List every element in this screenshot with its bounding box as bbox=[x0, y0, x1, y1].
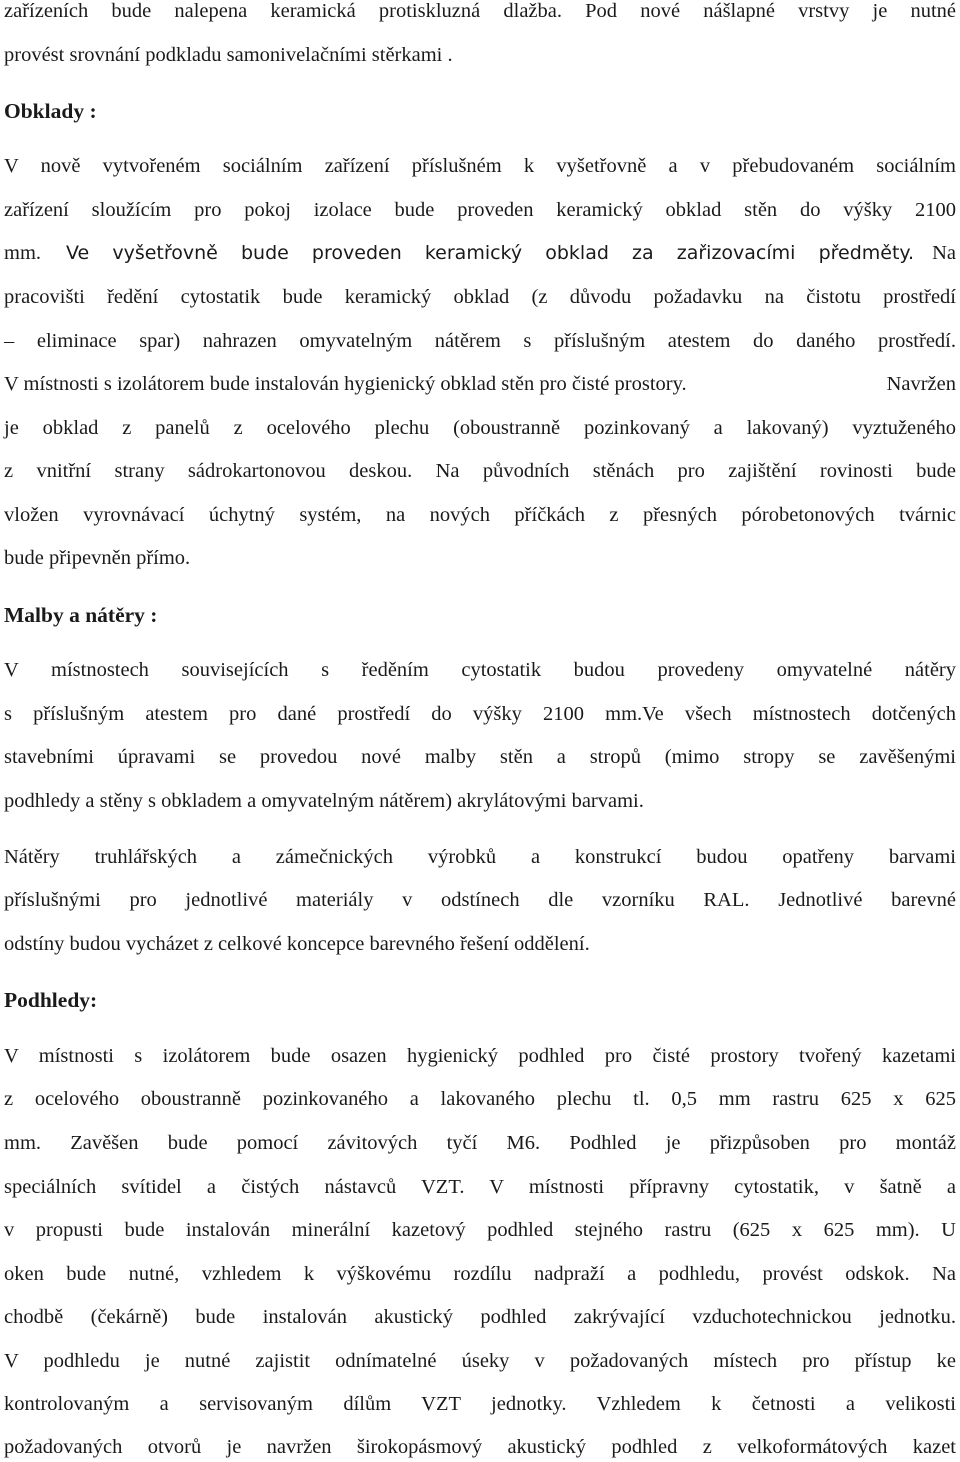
obklady-line-7: je obklad z panelů z ocelového plechu (oboustranně pozinkovaný a lakovaný) vyztuženého bbox=[4, 417, 956, 439]
intro-line-1: zařízeních bude nalepena keramická protiskluzná dlažba. Pod nové nášlapné vrstvy je nutné bbox=[4, 0, 956, 22]
section-heading-podhledy: Podhledy: bbox=[4, 988, 98, 1012]
obklady-line-6-b: Navržen bbox=[886, 373, 956, 395]
podhledy-line-3: mm. Zavěšen bude pomocí závitových tyčí M6. Podhled je přizpůsoben pro montáž bbox=[4, 1132, 956, 1154]
section-heading-malby: Malby a nátěry : bbox=[4, 603, 158, 627]
obklady-line-5: – eliminace spar) nahrazen omyvatelným nátěrem s příslušným atestem do daného prostředí. bbox=[4, 330, 956, 352]
podhledy-line-10: požadovaných otvorů je navržen širokopásmový akustický podhled z velkoformátových kazet bbox=[4, 1436, 956, 1458]
podhledy-line-2: z ocelového oboustranně pozinkovaného a lakovaného plechu tl. 0,5 mm rastru 625 x 625 bbox=[4, 1088, 956, 1110]
section-heading-obklady: Obklady : bbox=[4, 99, 97, 123]
malby-line-7: odstíny budou vycházet z celkové koncepce barevného řešení oddělení. bbox=[4, 933, 590, 955]
podhledy-line-6: oken bude nutné, vzhledem k výškovému rozdílu nadpraží a podhledu, provést odskok. Na bbox=[4, 1263, 956, 1285]
obklady-line-1: V nově vytvořeném sociálním zařízení příslušném k vyšetřovně a v přebudovaném sociálním bbox=[4, 155, 956, 177]
obklady-line-9: vložen vyrovnávací úchytný systém, na nových příčkách z přesných pórobetonových tvárnic bbox=[4, 504, 956, 526]
podhledy-line-7: chodbě (čekárně) bude instalován akustický podhled zakrývající vzduchotechnickou jednotku. bbox=[4, 1306, 956, 1328]
obklady-line-3 bbox=[4, 238, 956, 268]
malby-line-6: příslušnými pro jednotlivé materiály v odstínech dle vzorníku RAL. Jednotlivé barevné bbox=[4, 889, 956, 911]
obklady-line-8: z vnitřní strany sádrokartonovou deskou. Na původních stěnách pro zajištění rovinosti bude bbox=[4, 460, 956, 482]
obklady-line-3-c: Na bbox=[932, 242, 956, 264]
podhledy-line-8: V podhledu je nutné zajistit odnímatelné úseky v požadovaných místech pro přístup ke bbox=[4, 1350, 956, 1372]
malby-line-5: Nátěry truhlářských a zámečnických výrobků a konstrukcí budou opatřeny barvami bbox=[4, 846, 956, 868]
podhledy-line-9: kontrolovaným a servisovaným dílům VZT jednotky. Vzhledem k četnosti a velikosti bbox=[4, 1393, 956, 1415]
obklady-line-6-a: V místnosti s izolátorem bude instalován hygienický obklad stěn pro čisté prostory. bbox=[4, 373, 687, 395]
obklady-line-4: pracovišti ředění cytostatik bude keramický obklad (z důvodu požadavku na čistotu prostředí bbox=[4, 286, 956, 308]
obklady-line-3-a: mm. bbox=[4, 242, 42, 264]
obklady-line-2: zařízení sloužícím pro pokoj izolace bude proveden keramický obklad stěn do výšky 2100 bbox=[4, 199, 956, 221]
obklady-line-6 bbox=[4, 369, 956, 399]
malby-line-4: podhledy a stěny s obkladem a omyvatelným nátěrem) akrylátovými barvami. bbox=[4, 790, 644, 812]
podhledy-line-4: speciálních svítidel a čistých nástavců VZT. V místnosti přípravny cytostatik, v šatně a bbox=[4, 1176, 956, 1198]
intro-line-2: provést srovnání podkladu samonivelačními stěrkami . bbox=[4, 44, 453, 66]
podhledy-line-5: v propusti bude instalován minerální kazetový podhled stejného rastru (625 x 625 mm). U bbox=[4, 1219, 956, 1241]
obklady-line-10: bude připevněn přímo. bbox=[4, 547, 191, 569]
podhledy-line-1: V místnosti s izolátorem bude osazen hygienický podhled pro čisté prostory tvořený kazetami bbox=[4, 1045, 956, 1067]
malby-line-2: s příslušným atestem pro dané prostředí do výšky 2100 mm.Ve všech místnostech dotčených bbox=[4, 703, 956, 725]
malby-line-3: stavebními úpravami se provedou nové malby stěn a stropů (mimo stropy se zavěšenými bbox=[4, 746, 956, 768]
obklady-line-3-b: Ve vyšetřovně bude proveden keramický obklad za zařizovacími předměty. bbox=[66, 242, 914, 264]
malby-line-1: V místnostech souvisejících s ředěním cytostatik budou provedeny omyvatelné nátěry bbox=[4, 659, 956, 681]
